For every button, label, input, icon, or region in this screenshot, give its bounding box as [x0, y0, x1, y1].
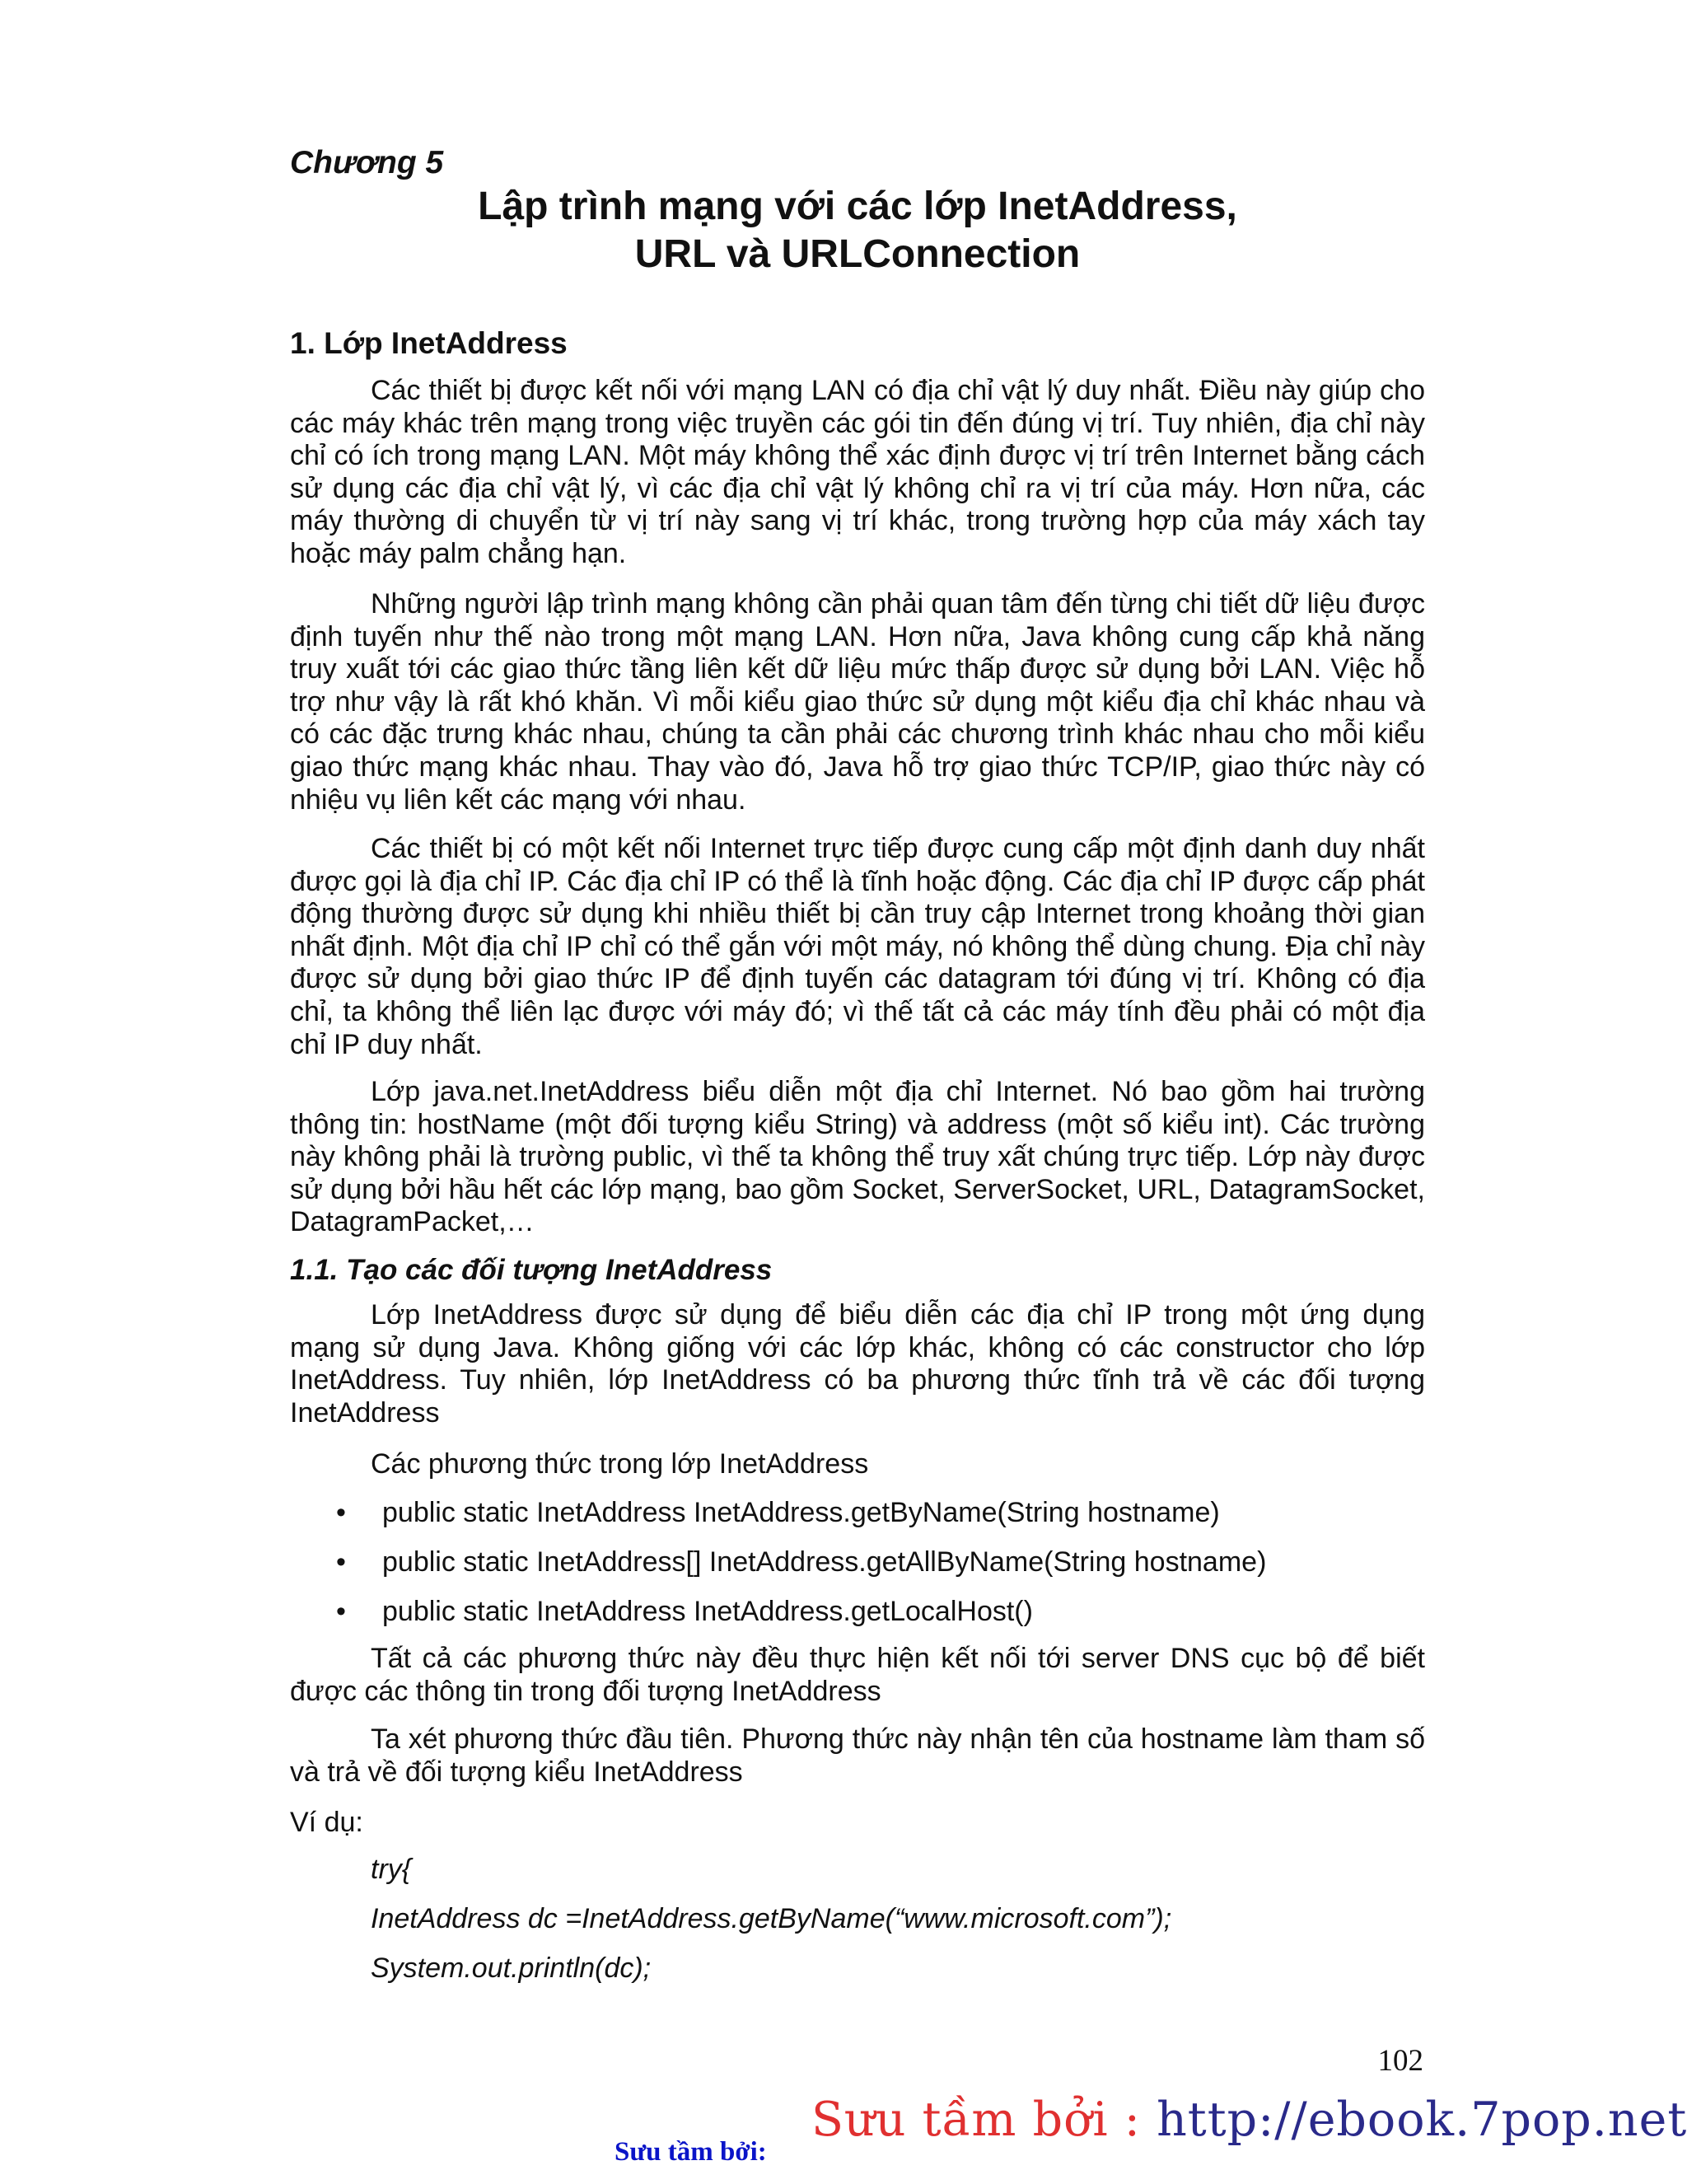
bullet-icon: • [336, 1546, 346, 1578]
paragraph-dns-connection: Tất cả các phương thức này đều thực hiện kết nối tới server DNS cục bộ để biết được các thông tin trong đối tượng InetAddress [290, 1643, 1425, 1707]
paragraph-ip-address: Các thiết bị có một kết nối Internet trực tiếp được cung cấp một định danh duy nhất được gọi là địa chỉ IP. Các địa chỉ IP có thể là tĩnh hoặc động. Các địa chỉ IP được cấp phát động thường được sử dụng khi nhiều thiết bị cần truy cập Internet trong khoảng thời gian nhất định. Một địa chỉ IP chỉ có thể gắn với một máy, nó không thể dùng chung. Địa chỉ này được sử dụng bởi giao thức IP để định tuyến các datagram tới đúng vị trí. Không có địa chỉ, ta không thể liên lạc được với máy đó; vì thế tất cả các máy tính đều phải có một địa chỉ IP duy nhất. [290, 833, 1425, 1060]
paragraph-first-method: Ta xét phương thức đầu tiên. Phương thức này nhận tên của hostname làm tham số và trả về đối tượng kiểu InetAddress [290, 1723, 1425, 1788]
page-number: 102 [1377, 2044, 1423, 2078]
paragraph-network-programmers: Những người lập trình mạng không cần phải quan tâm đến từng chi tiết dữ liệu được định tuyến như thế nào trong một mạng LAN. Hơn nữa, Java không cung cấp khả năng truy xuất tới các giao thức tầng liên kết dữ liệu mức thấp được sử dụng bởi LAN. Việc hỗ trợ như vậy là rất khó khăn. Vì mỗi kiểu giao thức sử dụng một kiểu địa chỉ khác nhau và có các đặc trưng khác nhau, chúng ta cần phải các chương trình khác nhau cho mỗi kiểu giao thức mạng khác nhau. Thay vào đó, Java hỗ trợ giao thức TCP/IP, giao thức này có nhiệu vụ liên kết các mạng với nhau. [290, 588, 1425, 816]
chapter-label: Chương 5 [290, 145, 444, 180]
methods-label: Các phương thức trong lớp InetAddress [371, 1448, 869, 1480]
chapter-title-line2: URL và URLConnection [634, 232, 1081, 276]
footer-watermark [811, 2093, 1687, 2147]
bullet-icon: • [336, 1497, 346, 1528]
paragraph-physical-address: Các thiết bị được kết nối với mạng LAN có địa chỉ vật lý duy nhất. Điều này giúp cho các máy khác trên mạng trong việc truyền các gói tin đến đúng vị trí. Tuy nhiên, địa chỉ này chỉ có ích trong mạng LAN. Một máy không thể xác định được vị trí trên Internet bằng cách sử dụng các địa chỉ vật lý, vì các địa chỉ vật lý không chỉ ra vị trí của máy. Hơn nữa, các máy thường di chuyển từ vị trí này sang vị trí khác, trong trường hợp của máy xách tay hoặc máy palm chẳng hạn. [290, 375, 1425, 569]
method-item: public static InetAddress InetAddress.getByName(String hostname) [382, 1497, 1220, 1528]
watermark-url: http://ebook.7pop.net [1157, 2093, 1687, 2147]
subsection-heading-create-objects: 1.1. Tạo các đối tượng InetAddress [290, 1254, 773, 1286]
bullet-icon: • [336, 1596, 346, 1627]
section-heading-inetaddress: 1. Lớp InetAddress [290, 326, 568, 360]
watermark-text: Sưu tầm bởi : [811, 2093, 1157, 2147]
method-item: public static InetAddress[] InetAddress.getAllByName(String hostname) [382, 1546, 1267, 1578]
chapter-title-line1: Lập trình mạng với các lớp InetAddress, [478, 185, 1237, 228]
footer-collected-by: Sưu tầm bởi: [615, 2137, 767, 2167]
method-item: public static InetAddress InetAddress.getLocalHost() [382, 1596, 1033, 1627]
paragraph-create-intro: Lớp InetAddress được sử dụng để biểu diễn các địa chỉ IP trong một ứng dụng mạng sử dụng Java. Không giống với các lớp khác, không có các constructor cho lớp InetAddress. Tuy nhiên, lớp InetAddress có ba phương thức tĩnh trả về các đối tượng InetAddress [290, 1299, 1425, 1429]
code-line: InetAddress dc =InetAddress.getByName(“www.microsoft.com”); [371, 1903, 1172, 1934]
code-line: System.out.println(dc); [371, 1953, 652, 1984]
code-line: try{ [371, 1854, 412, 1885]
paragraph-inetaddress-class: Lớp java.net.InetAddress biểu diễn một địa chỉ Internet. Nó bao gồm hai trường thông tin: hostName (một đối tượng kiểu String) và address (một số kiểu int). Các trường này không phải là trường public, vì thế ta không thể truy xất chúng trực tiếp. Lớp này được sử dụng bởi hầu hết các lớp mạng, bao gồm Socket, ServerSocket, URL, DatagramSocket, DatagramPacket,… [290, 1076, 1425, 1238]
example-label: Ví dụ: [290, 1807, 363, 1838]
